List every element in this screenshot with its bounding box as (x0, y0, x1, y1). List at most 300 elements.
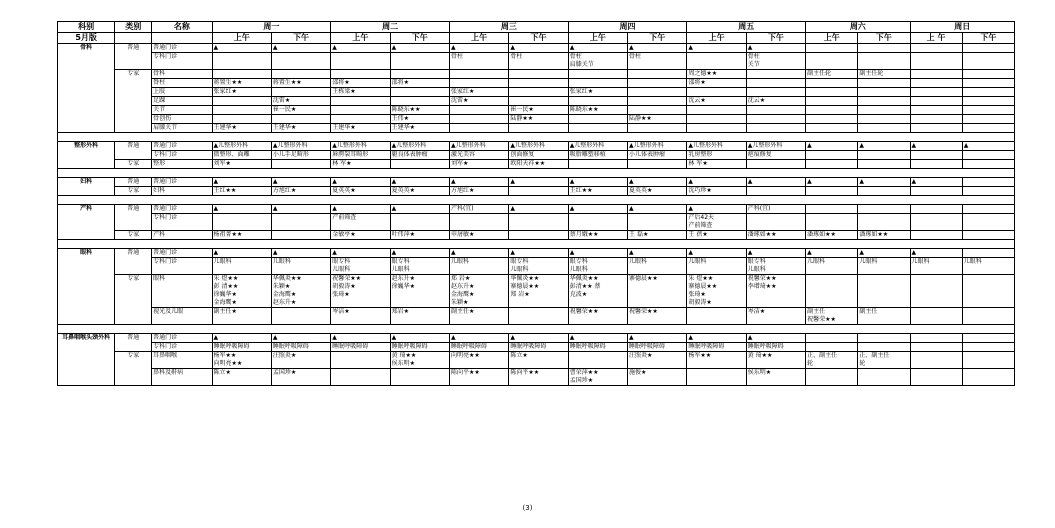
schedule-cell: 夏英英★ (628, 187, 687, 196)
schedule-cell (746, 88, 805, 97)
schedule-cell (962, 275, 1014, 308)
schedule-cell (910, 115, 962, 124)
schedule-cell (212, 214, 271, 231)
schedule-cell (962, 369, 1014, 386)
schedule-cell: ▲ (910, 249, 962, 258)
table-row (58, 205, 1015, 214)
category-cell: 专家 (115, 275, 152, 325)
schedule-cell (858, 79, 910, 88)
schedule-cell (910, 308, 962, 325)
clinic-name-cell: 骨科 (152, 70, 212, 79)
schedule-cell: 骨柱 (449, 53, 508, 70)
table-row (58, 308, 1015, 325)
schedule-cell (271, 308, 330, 325)
schedule-cell (746, 124, 805, 133)
schedule-cell (568, 70, 627, 79)
schedule-cell (858, 106, 910, 115)
schedule-cell: 睡眠呼吸障碍 (628, 343, 687, 352)
schedule-cell: ▲ (449, 334, 508, 343)
schedule-cell (687, 115, 746, 124)
schedule-cell (910, 79, 962, 88)
schedule-cell: ▲儿整形外科 (390, 142, 449, 151)
schedule-cell (806, 369, 858, 386)
schedule-cell: 创面修复 (509, 151, 568, 160)
cell-line: 曹荣萍★★ (569, 369, 599, 376)
schedule-cell (449, 70, 508, 79)
cell-line: 赵东升★ (391, 275, 415, 282)
schedule-cell: 王伟★ (390, 115, 449, 124)
department-cell: 产科 (58, 205, 115, 240)
table-row (58, 70, 1015, 79)
schedule-cell (962, 352, 1014, 369)
page-number: (3) (522, 504, 533, 512)
day-header-tue: 周二 (331, 22, 450, 33)
schedule-cell (910, 343, 962, 352)
schedule-cell: ▲ (628, 44, 687, 53)
schedule-cell (687, 275, 746, 308)
schedule-cell (858, 205, 910, 214)
schedule-cell: ▲ (271, 44, 330, 53)
schedule-cell (449, 275, 508, 308)
cell-line: 张琦★ (688, 291, 706, 298)
schedule-cell (962, 106, 1014, 115)
schedule-cell (331, 258, 390, 275)
table-row (58, 142, 1015, 151)
category-cell: 专家 (115, 70, 152, 133)
schedule-cell (806, 275, 858, 308)
schedule-cell: 睡眠呼吸障碍 (509, 343, 568, 352)
schedule-cell (271, 115, 330, 124)
schedule-cell: ▲ (687, 44, 746, 53)
schedule-cell: 睡眠呼吸障碍 (212, 343, 271, 352)
schedule-cell: 沈云★ (687, 97, 746, 106)
am-header: 上午 (449, 33, 508, 44)
schedule-cell: ▲ (568, 178, 627, 187)
cell-line: 华佩炎★★ (510, 275, 540, 282)
clinic-name-cell: 关节 (152, 106, 212, 115)
clinic-name-cell: 鼻科及鼾病 (152, 369, 212, 386)
am-header: 上午 (806, 33, 858, 44)
schedule-cell (858, 88, 910, 97)
schedule-cell (858, 369, 910, 386)
schedule-cell: 邵将★ (331, 79, 390, 88)
schedule-cell (962, 160, 1014, 169)
header-row-halves (58, 33, 1015, 44)
schedule-cell: ▲ (390, 178, 449, 187)
schedule-cell: ▲儿整形外科 (449, 142, 508, 151)
cell-line: 眼专科 (391, 258, 410, 265)
schedule-cell: 邵将★ (687, 79, 746, 88)
schedule-cell (271, 88, 330, 97)
schedule-cell: ▲ (858, 178, 910, 187)
schedule-cell (271, 53, 330, 70)
pm-header: 下午 (962, 33, 1014, 44)
schedule-cell (910, 369, 962, 386)
schedule-cell (858, 334, 910, 343)
schedule-cell: ▲ (746, 44, 805, 53)
schedule-cell (858, 151, 910, 160)
schedule-cell (331, 106, 390, 115)
schedule-cell (271, 214, 330, 231)
schedule-cell (962, 214, 1014, 231)
day-header-mon: 周一 (212, 22, 331, 33)
schedule-cell: ▲ (390, 205, 449, 214)
schedule-cell: 杨祖菁★★ (212, 231, 271, 240)
cell-line: 寨德晨★★ (688, 283, 718, 290)
schedule-cell: 副主任轮 (806, 70, 858, 79)
schedule-cell: ▲儿整形外科 (687, 142, 746, 151)
schedule-cell: 寨德晨★★ (628, 275, 687, 308)
schedule-cell: ▲ (271, 334, 330, 343)
schedule-cell: 唇腭裂耳畸形 (331, 151, 390, 160)
day-header-sun: 周日 (910, 22, 1015, 33)
clinic-name-cell: 产科 (152, 231, 212, 240)
schedule-cell: 崔一民★ (509, 106, 568, 115)
cell-line: 寨德晨★★ (510, 283, 540, 290)
schedule-cell: 夏英英★ (331, 187, 390, 196)
category-cell: 普通 (115, 44, 152, 70)
schedule-cell (509, 124, 568, 133)
cell-line: 眼专科 (569, 258, 588, 265)
clinic-name-cell: 专科门诊 (152, 53, 212, 70)
clinic-name-cell: 眼科 (152, 275, 212, 308)
table-row (58, 97, 1015, 106)
schedule-cell: ▲ (568, 334, 627, 343)
schedule-cell: ▲ (628, 249, 687, 258)
am-header: 上午 (212, 33, 271, 44)
schedule-cell (212, 352, 271, 369)
schedule-cell (910, 124, 962, 133)
clinic-name-cell: 普通门诊 (152, 249, 212, 258)
schedule-cell (910, 53, 962, 70)
schedule-cell (858, 343, 910, 352)
schedule-cell: 骨柱 (509, 53, 568, 70)
cell-line: 胡毅涛★ (332, 283, 356, 290)
schedule-cell (962, 187, 1014, 196)
schedule-cell: ▲ (568, 249, 627, 258)
schedule-cell: ▲ (962, 142, 1014, 151)
schedule-cell (806, 97, 858, 106)
schedule-cell: 岑洁★ (331, 308, 390, 325)
schedule-cell (212, 53, 271, 70)
table-row (58, 352, 1015, 369)
schedule-cell (390, 70, 449, 79)
department-cell: 骨科 (58, 44, 115, 133)
schedule-cell: ▲ (449, 249, 508, 258)
schedule-cell: 沈巧珍★ (687, 187, 746, 196)
schedule-cell (271, 70, 330, 79)
schedule-cell: ▲ (271, 178, 330, 187)
table-row (58, 178, 1015, 187)
schedule-cell (858, 275, 910, 308)
table-row (58, 160, 1015, 169)
schedule-cell: 蒋置生★★ (271, 79, 330, 88)
schedule-cell (962, 79, 1014, 88)
schedule-cell: 儿眼科 (212, 258, 271, 275)
schedule-cell (962, 178, 1014, 187)
schedule-cell: 陈晓东★★ (568, 106, 627, 115)
schedule-cell (962, 249, 1014, 258)
schedule-cell: ▲ (628, 178, 687, 187)
schedule-cell (271, 160, 330, 169)
clinic-name-cell: 耳鼻咽喉 (152, 352, 212, 369)
schedule-cell (449, 106, 508, 115)
schedule-cell: 王建华★ (212, 124, 271, 133)
cell-line: 向明亮★★ (213, 360, 243, 367)
section-spacer (58, 133, 1015, 142)
schedule-cell: 蒋置生★★ (212, 79, 271, 88)
schedule-cell: 叶伟萍★ (390, 231, 449, 240)
schedule-cell (568, 97, 627, 106)
schedule-cell (910, 187, 962, 196)
schedule-cell (962, 70, 1014, 79)
section-gap (58, 196, 1015, 205)
schedule-cell (331, 352, 390, 369)
schedule-cell (568, 352, 627, 369)
schedule-cell: ▲ (628, 334, 687, 343)
schedule-cell: 睡眠呼吸障碍 (271, 343, 330, 352)
schedule-sheet (57, 21, 1015, 386)
cell-line: 朱颖★ (272, 283, 291, 290)
table-row (58, 79, 1015, 88)
schedule-cell (568, 79, 627, 88)
schedule-cell: 郑岩★ (390, 308, 449, 325)
schedule-cell: 儿眼科 (962, 258, 1014, 275)
schedule-cell: ▲儿整形外科 (509, 142, 568, 151)
schedule-cell: ▲ (331, 334, 390, 343)
schedule-cell (568, 369, 627, 386)
schedule-cell (271, 275, 330, 308)
schedule-cell: 潘琢如★★ (746, 231, 805, 240)
cell-line: 儿眼科 (391, 266, 410, 273)
day-header-fri: 周五 (687, 22, 806, 33)
schedule-cell (910, 231, 962, 240)
cell-line: 儿眼科 (510, 266, 529, 273)
schedule-cell: 周之德★★ (687, 70, 746, 79)
schedule-cell: ▲儿整形外科 (628, 142, 687, 151)
schedule-cell (568, 258, 627, 275)
table-row (58, 258, 1015, 275)
schedule-cell: 金敏亭★ (331, 231, 390, 240)
schedule-cell (746, 214, 805, 231)
schedule-cell (858, 44, 910, 53)
section-gap (58, 133, 1015, 142)
schedule-cell (271, 231, 330, 240)
schedule-cell: ▲ (509, 205, 568, 214)
schedule-cell (962, 44, 1014, 53)
schedule-cell (962, 343, 1014, 352)
schedule-cell: 陈立★ (509, 352, 568, 369)
category-cell: 普通 (115, 334, 152, 352)
table-row (58, 106, 1015, 115)
category-cell: 普通 (115, 205, 152, 231)
schedule-body (58, 44, 1015, 386)
schedule-cell: ▲儿整形外科 (331, 142, 390, 151)
schedule-cell (687, 124, 746, 133)
table-row (58, 231, 1015, 240)
kind-header: 类别 (115, 22, 152, 33)
schedule-cell: 乳房整形 (687, 151, 746, 160)
schedule-cell: ▲ (746, 334, 805, 343)
schedule-cell: ▲儿整形外科 (212, 142, 271, 151)
schedule-cell: 汪照炎★ (628, 352, 687, 369)
schedule-cell: ▲ (271, 205, 330, 214)
schedule-cell (910, 352, 962, 369)
cell-line: 肩膝关节 (569, 61, 594, 68)
schedule-cell: ▲ (687, 249, 746, 258)
cell-line: 张琦★ (332, 291, 350, 298)
schedule-cell (628, 70, 687, 79)
am-header: 上午 (687, 33, 746, 44)
cell-line: 徐巍华★ (213, 291, 237, 298)
schedule-cell (390, 258, 449, 275)
cell-line: 轮 (859, 360, 866, 367)
clinic-schedule-table (57, 21, 1015, 386)
section-spacer (58, 240, 1015, 249)
schedule-cell (331, 115, 390, 124)
am-header: 上午 (331, 33, 390, 44)
blank-header (115, 33, 152, 44)
schedule-cell (806, 151, 858, 160)
schedule-cell (746, 79, 805, 88)
schedule-cell: 孟国珍★ (271, 369, 330, 386)
schedule-cell: 儿眼科 (271, 258, 330, 275)
schedule-cell: ▲ (910, 142, 962, 151)
schedule-cell (962, 124, 1014, 133)
clinic-name-cell: 专科门诊 (152, 258, 212, 275)
schedule-cell: 儿眼科 (910, 258, 962, 275)
cell-line: 眼专科 (747, 258, 766, 265)
day-header-thu: 周四 (568, 22, 687, 33)
cell-line: 祝馨荣★★ (807, 316, 836, 323)
schedule-cell (806, 214, 858, 231)
schedule-cell (509, 79, 568, 88)
schedule-cell (910, 44, 962, 53)
cell-line: 朱 煜★★ (213, 275, 239, 282)
schedule-cell (390, 88, 449, 97)
schedule-cell (628, 106, 687, 115)
cell-line: 郑 岩★ (510, 291, 530, 298)
schedule-cell: 儿眼科 (858, 258, 910, 275)
schedule-cell: 睡眠呼吸障碍 (331, 343, 390, 352)
cell-line: 眼专科 (332, 258, 351, 265)
schedule-cell: 侯东明★ (746, 369, 805, 386)
cell-line: 金海鹰★ (450, 291, 475, 298)
schedule-cell (509, 88, 568, 97)
schedule-cell: ▲ (331, 205, 390, 214)
schedule-cell: ▲ (858, 249, 910, 258)
version-label: 5月版 (58, 33, 115, 44)
category-cell: 专家 (115, 352, 152, 386)
schedule-cell (390, 97, 449, 106)
table-row (58, 275, 1015, 308)
schedule-cell: 陈晓东★★ (390, 106, 449, 115)
department-cell: 耳鼻咽喉头颈外科 (58, 334, 115, 386)
schedule-cell (390, 53, 449, 70)
clinic-name-cell: 肩膝关节 (152, 124, 212, 133)
header-row-days (58, 22, 1015, 33)
schedule-cell: 崔一民★ (271, 106, 330, 115)
schedule-cell (806, 53, 858, 70)
schedule-cell (858, 214, 910, 231)
schedule-cell: ▲ (687, 205, 746, 214)
schedule-cell: 王红★★ (568, 187, 627, 196)
schedule-cell (962, 53, 1014, 70)
schedule-cell: ▲ (568, 44, 627, 53)
cell-line: 眼专科 (510, 258, 529, 265)
schedule-cell (687, 214, 746, 231)
schedule-cell (910, 97, 962, 106)
schedule-cell (568, 124, 627, 133)
cell-line: 关节 (747, 61, 760, 68)
cell-line: 副主任 (807, 308, 826, 315)
schedule-cell: ▲ (568, 205, 627, 214)
schedule-cell (212, 106, 271, 115)
schedule-cell (746, 70, 805, 79)
schedule-cell (962, 97, 1014, 106)
schedule-cell (858, 187, 910, 196)
schedule-cell (746, 160, 805, 169)
schedule-cell: ▲儿整形外科 (568, 142, 627, 151)
schedule-cell (746, 275, 805, 308)
pm-header: 下午 (509, 33, 568, 44)
name-header: 名称 (152, 22, 212, 33)
schedule-cell: 儿眼科 (628, 258, 687, 275)
schedule-cell (858, 160, 910, 169)
schedule-cell (509, 187, 568, 196)
schedule-cell: 儿眼科 (449, 258, 508, 275)
schedule-cell: 张家红★ (449, 88, 508, 97)
schedule-cell (449, 124, 508, 133)
schedule-cell: ▲ (910, 178, 962, 187)
schedule-cell: ▲ (509, 249, 568, 258)
schedule-cell (746, 106, 805, 115)
category-cell: 普通 (115, 249, 152, 275)
schedule-cell: 产科(宜) (746, 205, 805, 214)
day-header-sat: 周六 (806, 22, 910, 33)
cell-line: 李增琦★★ (747, 283, 777, 290)
schedule-cell: ▲ (628, 205, 687, 214)
schedule-cell (910, 160, 962, 169)
schedule-cell (910, 214, 962, 231)
section-gap (58, 325, 1015, 334)
schedule-cell (962, 151, 1014, 160)
schedule-cell: 陈向平★★ (449, 369, 508, 386)
cell-line: 彭 清★★ (213, 283, 239, 290)
schedule-cell (910, 334, 962, 343)
schedule-cell (962, 115, 1014, 124)
section-spacer (58, 325, 1015, 334)
category-cell: 普通 (115, 178, 152, 187)
cell-line: 金海鹰★ (213, 299, 237, 306)
schedule-cell: ▲ (806, 249, 858, 258)
schedule-cell (212, 97, 271, 106)
cell-line: 骨柱 (569, 53, 582, 60)
cell-line: 朱 煜★★ (688, 275, 714, 282)
cell-line: 产后42天 (688, 214, 715, 221)
section-gap (58, 169, 1015, 178)
category-cell: 专家 (115, 187, 152, 196)
schedule-cell: ▲ (212, 205, 271, 214)
schedule-cell (806, 205, 858, 214)
schedule-cell (858, 115, 910, 124)
schedule-cell: ▲儿整形外科 (271, 142, 330, 151)
schedule-cell (858, 53, 910, 70)
table-row (58, 334, 1015, 343)
schedule-cell: ▲ (212, 334, 271, 343)
pm-header: 下午 (271, 33, 330, 44)
section-spacer (58, 196, 1015, 205)
